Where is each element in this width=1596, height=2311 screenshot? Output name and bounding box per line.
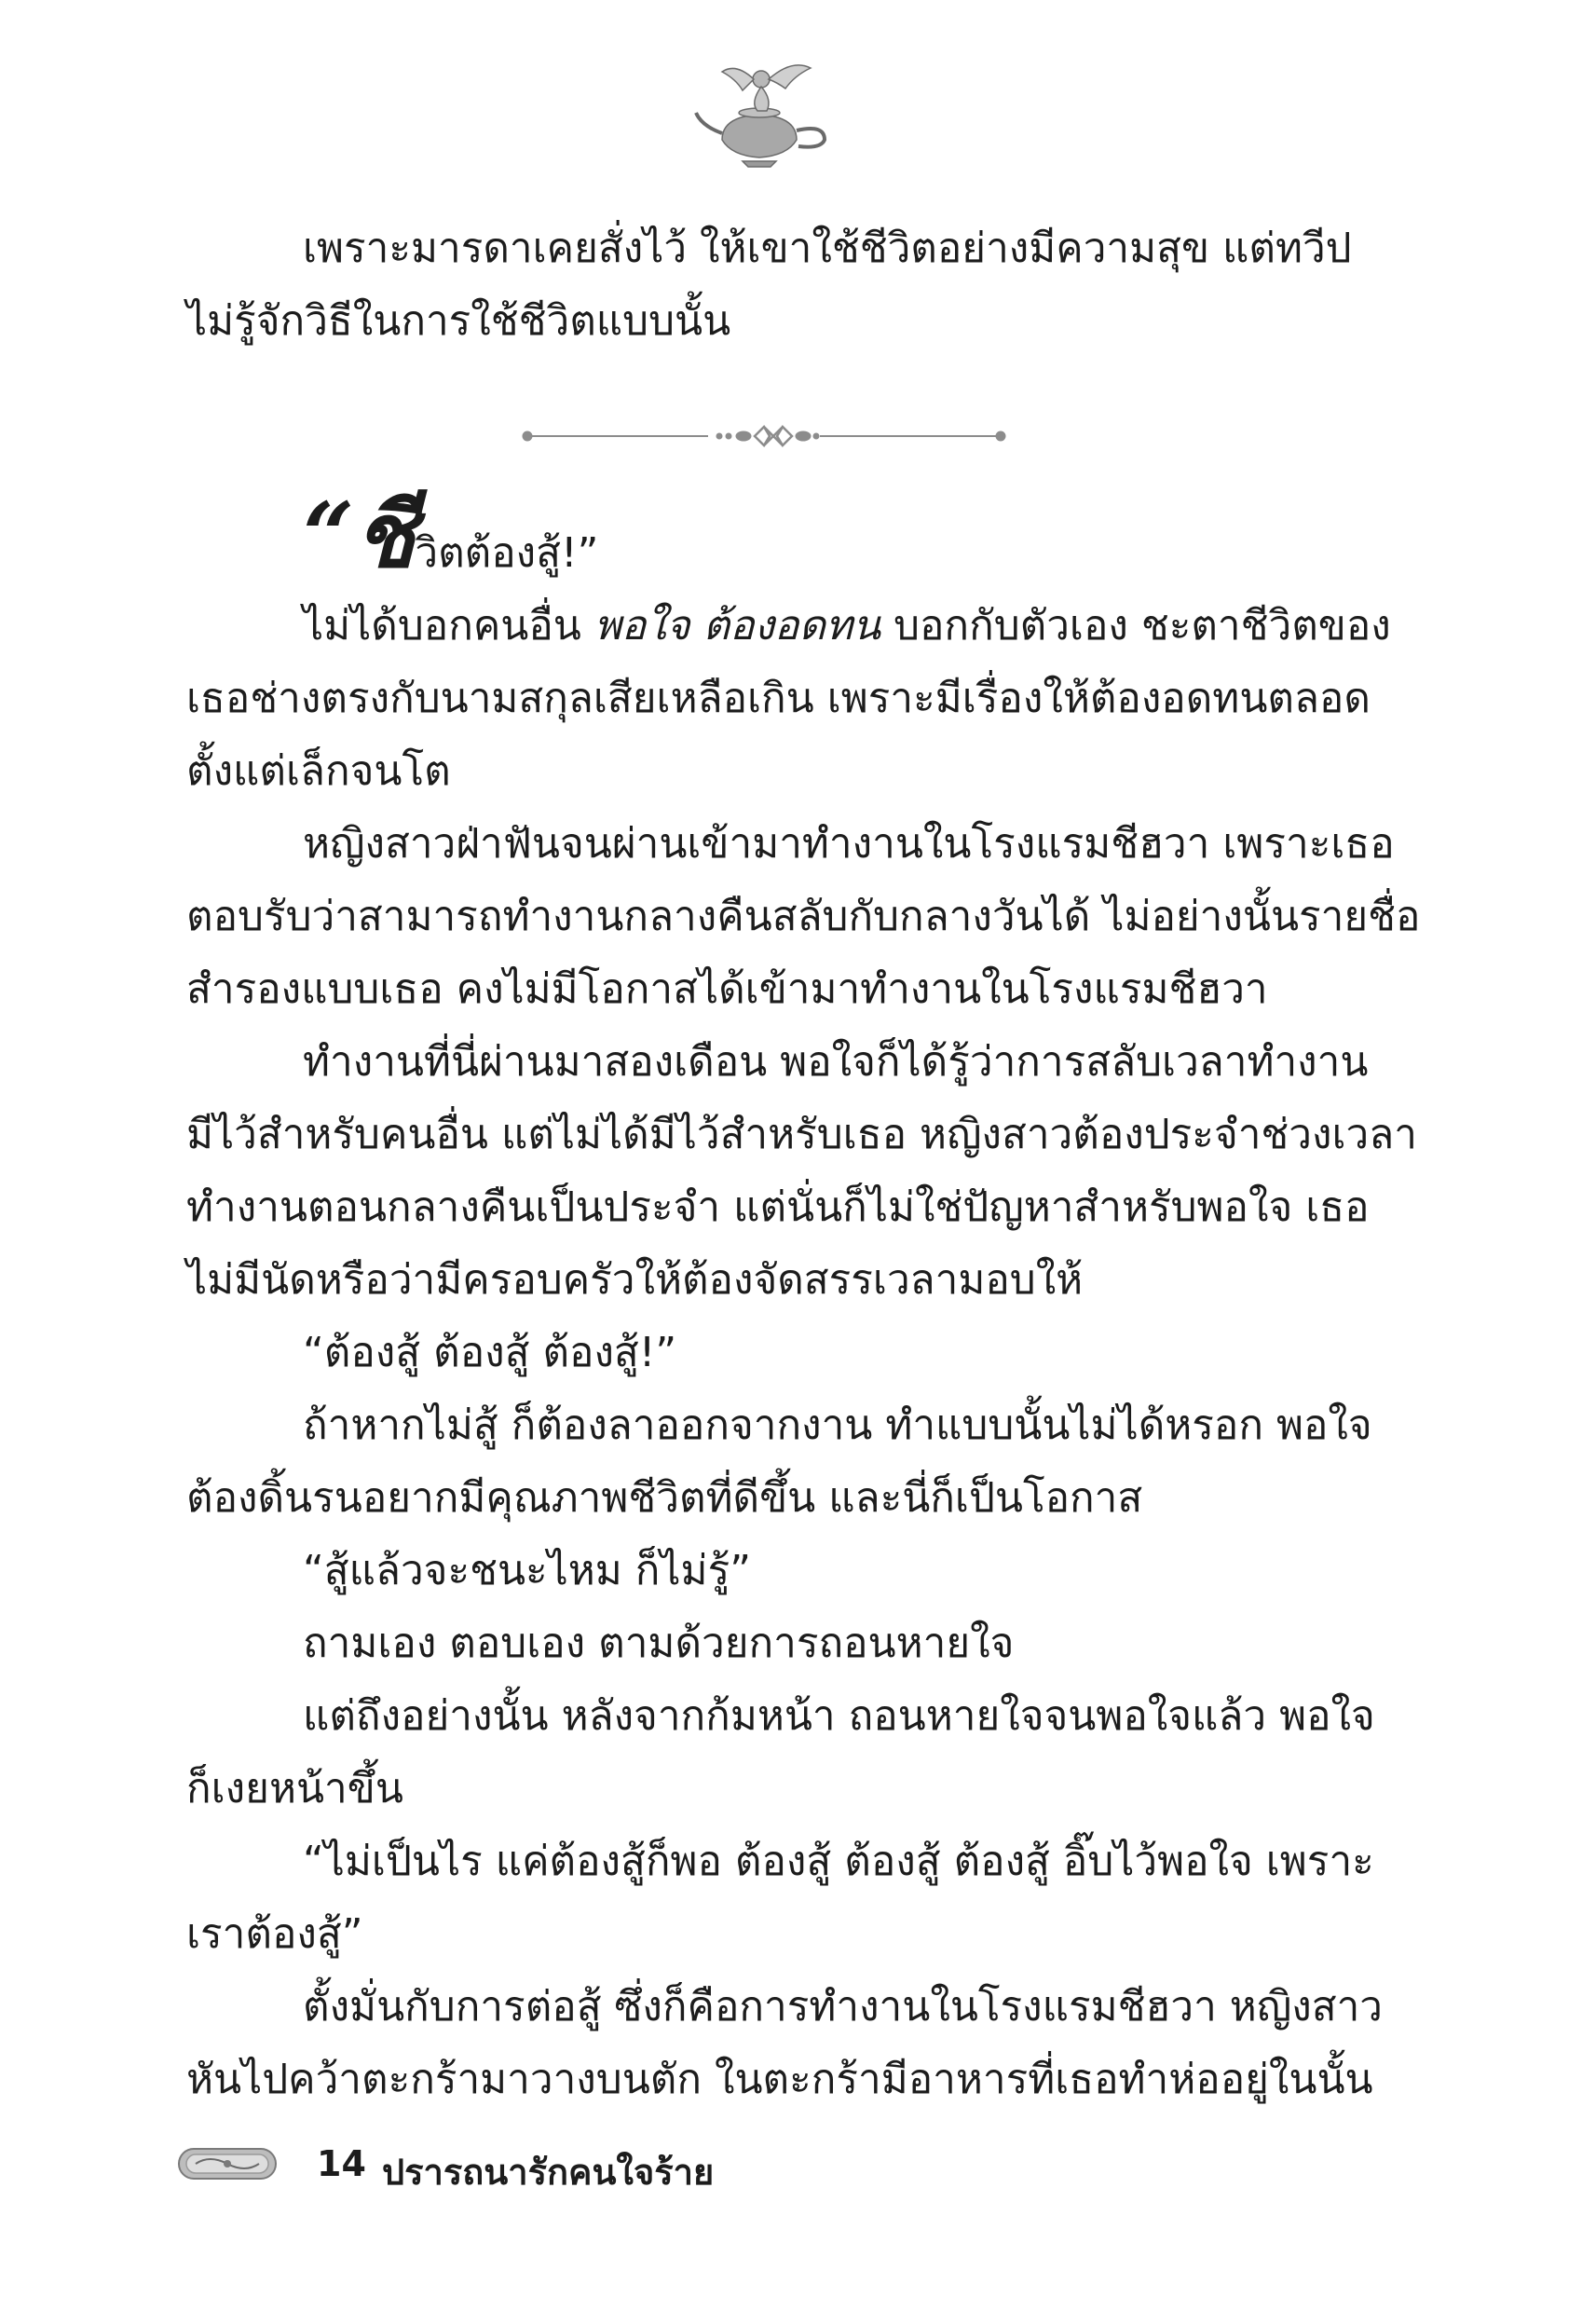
text-line: ต้องดิ้นรนอยากมีคุณภาพชีวิตที่ดีขึ้น และนี่ก็เป็นโอกาส xyxy=(186,1474,1143,1522)
text-line: หันไปคว้าตะกร้ามาวางบนตัก ในตะกร้ามีอาหารที่เธอทำห่ออยู่ในนั้น xyxy=(186,2056,1373,2103)
text-line: สำรองแบบเธอ คงไม่มีโอกาสได้เข้ามาทำงานในโรงแรมชีฮวา xyxy=(186,965,1268,1013)
text-line xyxy=(186,590,1391,663)
ornamental-divider-icon xyxy=(522,417,1006,455)
text-line: ตั้งแต่เล็กจนโต xyxy=(186,747,451,795)
text-line: ตอบรับว่าสามารถทำงานกลางคืนสลับกับกลางวันได้ ไม่อย่างนั้นรายชื่อ xyxy=(186,893,1421,940)
text-line: “ต้องสู้ ต้องสู้ ต้องสู้!” xyxy=(303,1329,677,1376)
text-line: ไม่มีนัดหรือว่ามีครอบครัวให้ต้องจัดสรรเวลามอบให้ xyxy=(186,1256,1084,1304)
text-line: ก็เงยหน้าขึ้น xyxy=(186,1765,403,1812)
text-line: เราต้องสู้” xyxy=(186,1910,363,1958)
text-line: ถ้าหากไม่สู้ ก็ต้องลาออกจากงาน ทำแบบนั้นไม่ได้หรอก พอใจ xyxy=(303,1402,1372,1449)
opening-paragraph xyxy=(186,212,1352,358)
drop-cap: “ชี xyxy=(303,483,416,588)
footer-ornament-icon xyxy=(177,2143,278,2184)
chapter-opening-line xyxy=(186,483,1332,590)
text-line: ตั้งมั่นกับการต่อสู้ ซึ่งก็คือการทำงานในโรงแรมชีฮวา หญิงสาว xyxy=(303,1983,1384,2031)
text-line: “ไม่เป็นไร แค่ต้องสู้ก็พอ ต้องสู้ ต้องสู้ ต้องสู้ อิ๊บไว้พอใจ เพราะ xyxy=(303,1838,1374,1885)
text-line: ถามเอง ตอบเอง ตามด้วยการถอนหายใจ xyxy=(303,1620,1015,1667)
text-line: เธอช่างตรงกับนามสกุลเสียเหลือเกิน เพราะมีเรื่องให้ต้องอดทนตลอด xyxy=(186,675,1371,722)
opening-line-text: วิตต้องสู้!” xyxy=(415,529,599,577)
text-segment: บอกกับตัวเอง ชะตาชีวิตของ xyxy=(880,602,1391,650)
italic-text: พอใจ ต้องอดทน xyxy=(593,602,881,650)
text-line: ทำงานตอนกลางคืนเป็นประจำ แต่นั่นก็ไม่ใช่ปัญหาสำหรับพอใจ เธอ xyxy=(186,1183,1370,1231)
text-line: ทำงานที่นี่ผ่านมาสองเดือน พอใจก็ได้รู้ว่าการสลับเวลาทำงาน xyxy=(303,1038,1369,1086)
text-line: แต่ถึงอย่างนั้น หลังจากก้มหน้า ถอนหายใจจนพอใจแล้ว พอใจ xyxy=(303,1692,1375,1740)
page-footer xyxy=(177,2136,829,2201)
text-line: ไม่รู้จักวิธีในการใช้ชีวิตแบบนั้น xyxy=(186,297,731,345)
book-title: ปรารถนารักคนใจร้าย xyxy=(382,2152,715,2193)
page-number: 14 xyxy=(317,2143,366,2184)
chapter-body xyxy=(186,483,1421,2116)
text-line: เพราะมารดาเคยสั่งไว้ ให้เขาใช้ชีวิตอย่างมีความสุข แต่ทวีป xyxy=(303,225,1352,272)
angel-teapot-ornament-icon xyxy=(685,51,834,172)
text-line: มีไว้สำหรับคนอื่น แต่ไม่ได้มีไว้สำหรับเธอ หญิงสาวต้องประจำช่วงเวลา xyxy=(186,1111,1417,1158)
text-segment: ไม่ได้บอกคนอื่น xyxy=(303,602,594,650)
text-line: หญิงสาวฝ่าฟันจนผ่านเข้ามาทำงานในโรงแรมชีฮวา เพราะเธอ xyxy=(303,820,1395,868)
text-line: “สู้แล้วจะชนะไหม ก็ไม่รู้” xyxy=(303,1547,751,1594)
